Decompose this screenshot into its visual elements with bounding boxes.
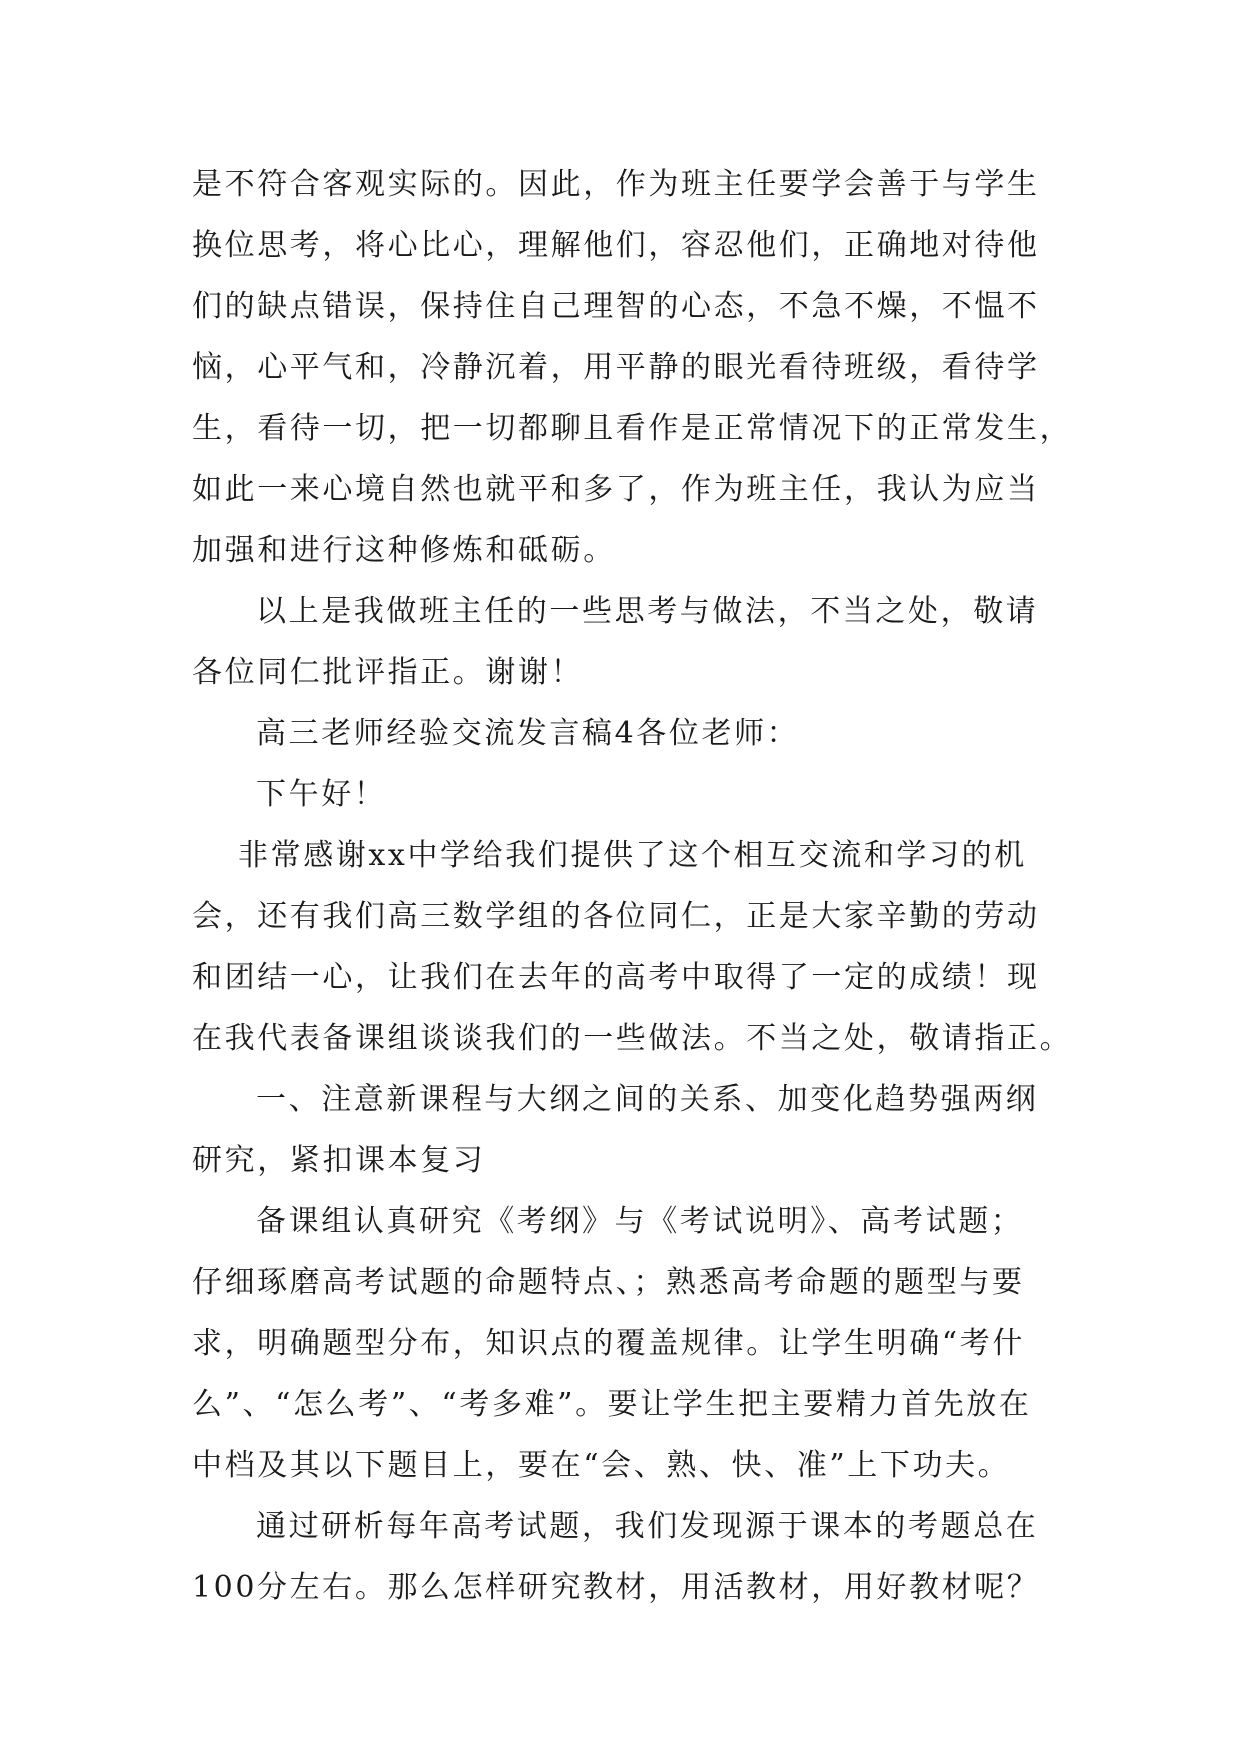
text-line: 100分左右。那么怎样研究教材，用活教材，用好教材呢？ [192,1570,1040,1605]
text-line: 仔细琢磨高考试题的命题特点、；熟悉高考命题的题型与要 [192,1265,1025,1300]
text-line: 各位同仁批评指正。谢谢！ [192,655,584,690]
text-line: 如此一来心境自然也就平和多了，作为班主任，我认为应当 [192,472,1040,507]
text-line: 求，明确题型分布，知识点的覆盖规律。让学生明确“考什 [192,1326,1025,1361]
text-line: 非常感谢xx中学给我们提供了这个相互交流和学习的机 [238,838,1027,873]
text-line: 是不符合客观实际的。因此，作为班主任要学会善于与学生 [192,167,1040,202]
text-line: 备课组认真研究《考纲》与《考试说明》、高考试题； [256,1204,1024,1239]
text-line: 通过研析每年高考试题，我们发现源于课本的考题总在 [256,1509,1039,1544]
text-line: 么”、“怎么考”、“考多难”。要让学生把主要精力首先放在 [192,1387,1032,1422]
subheading: 研究，紧扣课本复习 [192,1143,486,1178]
greeting: 下午好！ [256,777,387,812]
text-line: 加强和进行这种修炼和砥砺。 [192,533,616,568]
text-line: 会，还有我们高三数学组的各位同仁，正是大家辛勤的劳动 [192,899,1040,934]
text-line: 以上是我做班主任的一些思考与做法，不当之处，敬请 [256,594,1039,629]
text-line: 在我代表备课组谈谈我们的一些做法。不当之处，敬请指正。 [192,1021,1073,1056]
section-heading: 高三老师经验交流发言稿4各位老师： [256,716,800,751]
text-line: 换位思考，将心比心，理解他们，容忍他们，正确地对待他 [192,228,1040,263]
text-line: 们的缺点错误，保持住自己理智的心态，不急不燥，不愠不 [192,289,1040,324]
text-line: 生，看待一切，把一切都聊且看作是正常情况下的正常发生， [192,411,1073,446]
text-line: 和团结一心，让我们在去年的高考中取得了一定的成绩！现 [192,960,1040,995]
text-line: 恼，心平气和，冷静沉着，用平静的眼光看待班级，看待学 [192,350,1040,385]
text-line: 中档及其以下题目上，要在“会、熟、快、准”上下功夫。 [192,1448,1011,1483]
subheading: 一、注意新课程与大纲之间的关系、加变化趋势强两纲 [256,1082,1039,1117]
